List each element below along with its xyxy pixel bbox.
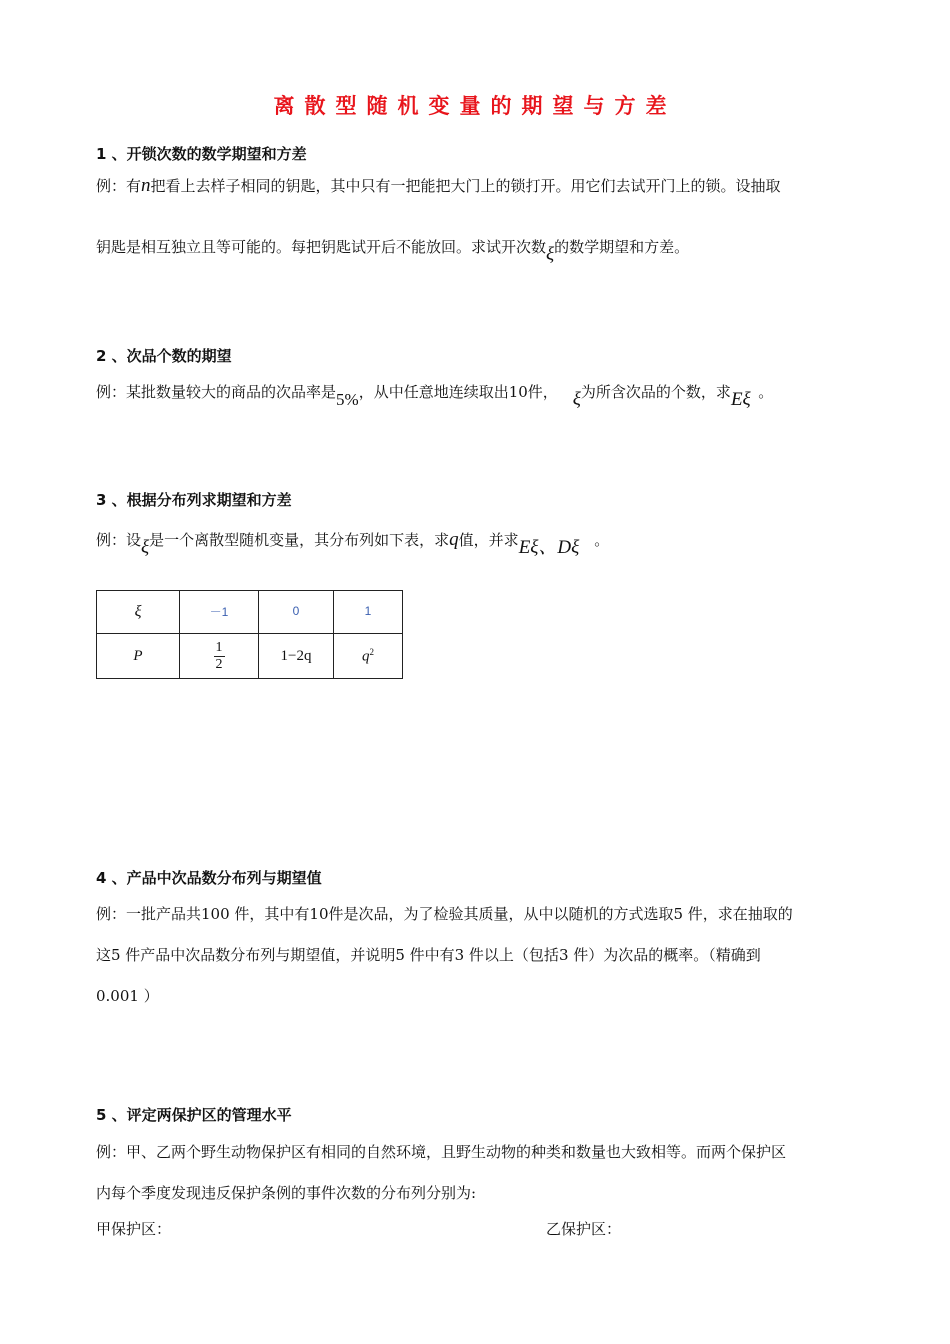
table-cell: [259, 591, 334, 634]
text-run: 例：设: [96, 531, 142, 549]
math-variable: n: [141, 175, 151, 196]
paragraph-line: [96, 236, 690, 265]
section-heading-1: 1 、开锁次数的数学期望和方差: [96, 145, 307, 163]
section-heading-2: 2 、次品个数的期望: [96, 347, 232, 365]
cell-text: P: [133, 647, 143, 664]
table-cell: [97, 634, 180, 679]
cell-text: q: [362, 648, 370, 665]
math-variable: ξ: [572, 389, 581, 410]
text-run: 的数学期望和方差。: [554, 238, 690, 256]
text-run: 。: [758, 383, 774, 401]
paragraph-line: 例：甲、乙两个野生动物保护区有相同的自然环境，且野生动物的种类和数量也大致相等。而两个保护区: [96, 1143, 787, 1161]
label-reserve-b: 乙保护区：: [546, 1220, 622, 1238]
math-variable: ξ: [546, 244, 555, 265]
text-run: 例：某批数量较大的商品的次品率是: [96, 383, 337, 401]
table-cell: [180, 591, 259, 634]
table-row: [97, 634, 403, 679]
cell-text: 0: [292, 604, 300, 618]
paragraph-line: 这5 件产品中次品数分布列与期望值，并说明5 件中有3 件以上（包括3 件）为次品的概率。（精确到: [96, 946, 761, 964]
cell-text: 1−2q: [280, 647, 312, 664]
math-value: 5%: [336, 390, 359, 409]
section-heading-3: 3 、根据分布列求期望和方差: [96, 491, 292, 509]
page-title: 离散型随机变量的期望与方差: [273, 94, 677, 118]
cell-text: ξ: [134, 603, 142, 620]
paragraph-line: [96, 524, 610, 558]
math-variable: ξ: [141, 537, 150, 558]
text-run: 值，并求: [458, 531, 519, 549]
math-expression: Eξ、Dξ: [518, 537, 580, 558]
paragraph-line: 例：一批产品共100 件，其中有10件是次品，为了检验其质量，从中以随机的方式选取5 件，求在抽取的: [96, 905, 793, 923]
math-variable: q: [449, 529, 459, 550]
text-run: 例：有: [96, 177, 142, 195]
distribution-table: [96, 590, 403, 679]
text-run: 钥匙是相互独立且等可能的。每把钥匙试开后不能放回。求试开次数: [96, 238, 547, 256]
table-cell: [334, 591, 403, 634]
text-run: 把看上去样子相同的钥匙，其中只有一把能把大门上的锁打开。用它们去试开门上的锁。设抽取: [150, 177, 781, 195]
cell-text: 1: [364, 604, 372, 618]
section-heading-4: 4 、产品中次品数分布列与期望值: [96, 869, 322, 887]
text-run: 。: [594, 531, 610, 549]
fraction-numerator: 1: [215, 640, 223, 656]
text-run: ，从中任意地连续取出10件，: [358, 383, 558, 401]
table-row: [97, 591, 403, 634]
table-cell: [180, 634, 259, 679]
text-run: 是一个离散型随机变量，其分布列如下表，求: [149, 531, 450, 549]
superscript: 2: [369, 646, 374, 657]
table-cell: [97, 591, 180, 634]
paragraph-line: [96, 175, 781, 197]
table-cell: [334, 634, 403, 679]
paragraph-line: 内每个季度发现违反保护条例的事件次数的分布列分别为:: [96, 1184, 477, 1202]
table-cell: [259, 634, 334, 679]
fraction-denominator: 2: [215, 656, 223, 672]
text-run: 为所含次品的个数，求: [580, 383, 731, 401]
label-reserve-a: 甲保护区：: [96, 1220, 172, 1238]
cell-text: －1: [209, 605, 229, 619]
fraction: [214, 640, 225, 672]
paragraph-line: 0.001 ）: [96, 987, 159, 1005]
section-heading-5: 5 、评定两保护区的管理水平: [96, 1106, 292, 1124]
paragraph-line: [96, 381, 774, 410]
math-expression: Eξ: [730, 389, 751, 410]
